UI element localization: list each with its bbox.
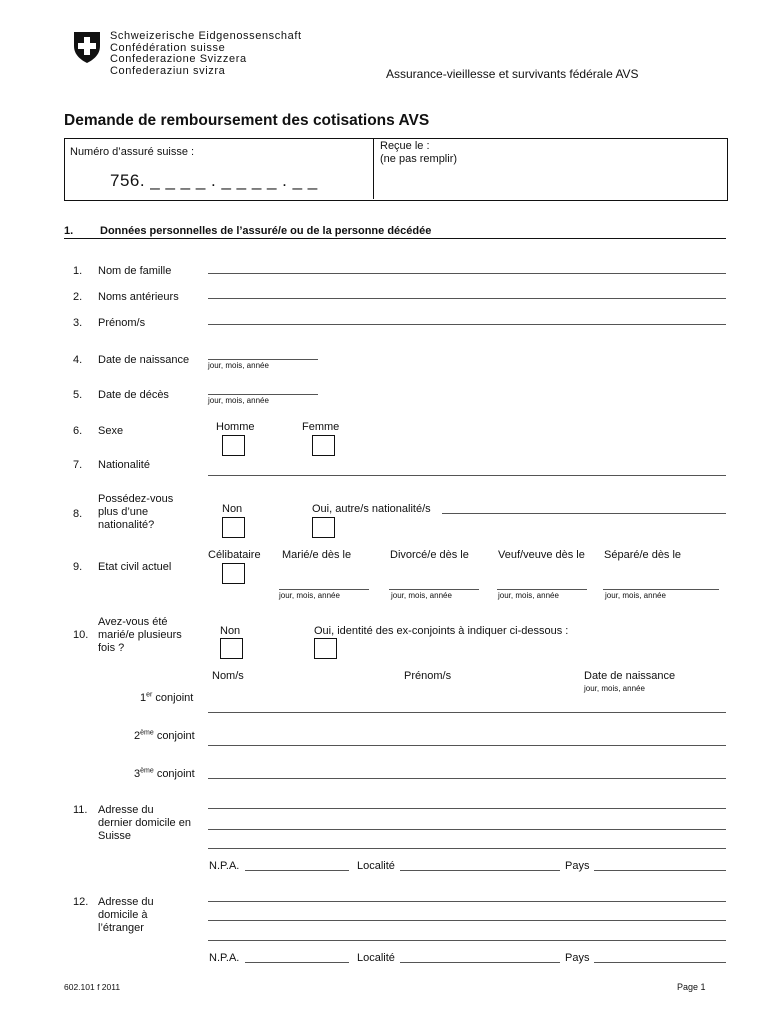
spouse-2-line[interactable] xyxy=(208,745,726,746)
male-option-label: Homme xyxy=(216,421,255,433)
field-number: 1. xyxy=(73,265,83,277)
section-rule xyxy=(64,238,726,239)
female-option-label: Femme xyxy=(302,421,340,433)
field-number: 11. xyxy=(73,804,88,816)
column-first-name-header: Prénom/s xyxy=(404,670,452,682)
insured-number-label: Numéro d’assuré suisse : xyxy=(70,146,195,158)
married-several-times-label: Avez-vous été marié/e plusieurs fois ? xyxy=(98,616,182,654)
swiss-postcode-line[interactable] xyxy=(245,870,349,871)
date-format-hint: jour, mois, année xyxy=(279,591,340,600)
swiss-address-line-1[interactable] xyxy=(208,808,726,809)
received-label: Reçue le : xyxy=(380,140,430,152)
section-title: Données personnelles de l’assuré/e ou de la personne décédée xyxy=(100,225,432,237)
birth-date-line[interactable] xyxy=(208,359,318,360)
confederation-de: Schweizerische Eidgenossenschaft xyxy=(110,30,302,42)
received-note: (ne pas remplir) xyxy=(380,153,458,165)
multiple-nationality-label: Possédez-vous plus d’une nationalité? xyxy=(98,493,174,531)
confederation-fr: Confédération suisse xyxy=(110,41,226,54)
field-number: 8. xyxy=(73,508,83,520)
separated-date-line[interactable] xyxy=(603,589,719,590)
divorced-date-line[interactable] xyxy=(389,589,479,590)
death-date-label: Date de décès xyxy=(98,389,169,401)
section-number: 1. xyxy=(64,225,74,237)
last-name-line[interactable] xyxy=(208,273,726,274)
married-option-label: Marié/e dès le xyxy=(282,549,352,561)
column-name-header: Nom/s xyxy=(212,670,244,682)
no-option-label: Non xyxy=(222,503,243,515)
field-number: 10. xyxy=(73,629,89,641)
date-format-hint: jour, mois, année xyxy=(208,361,269,370)
foreign-locality-line[interactable] xyxy=(400,962,560,963)
single-option-label: Célibataire xyxy=(208,549,261,561)
agency-name: Assurance-vieillesse et survivants fédérale AVS xyxy=(386,67,639,81)
postcode-label: N.P.A. xyxy=(209,860,240,872)
widowed-date-line[interactable] xyxy=(497,589,587,590)
date-format-hint: jour, mois, année xyxy=(391,591,452,600)
foreign-address-line-3[interactable] xyxy=(208,940,726,941)
no-option-label: Non xyxy=(220,625,241,637)
spouse-1-label: 1er conjoint xyxy=(140,691,194,704)
foreign-address-line-2[interactable] xyxy=(208,920,726,921)
foreign-address-line-1[interactable] xyxy=(208,901,726,902)
sex-label: Sexe xyxy=(98,425,124,437)
married-date-line[interactable] xyxy=(279,589,369,590)
civil-status-label: Etat civil actuel xyxy=(98,561,172,573)
swiss-country-line[interactable] xyxy=(594,870,726,871)
foreign-country-line[interactable] xyxy=(594,962,726,963)
birth-date-label: Date de naissance xyxy=(98,354,190,366)
married-several-times-checkbox[interactable] xyxy=(314,638,337,659)
field-number: 9. xyxy=(73,561,83,573)
confederation-names xyxy=(110,31,302,77)
spouse-3-label: 3ème conjoint xyxy=(134,767,195,780)
swiss-address-line-2[interactable] xyxy=(208,829,726,830)
confederation-it: Confederazione Svizzera xyxy=(110,53,247,65)
country-label: Pays xyxy=(565,952,590,964)
foreign-address-label: Adresse du domicile à l’étranger xyxy=(98,896,154,934)
swiss-coat-of-arms-logo xyxy=(72,30,102,64)
yes-ex-spouses-label: Oui, identité des ex-conjoints à indiquer ci-dessous : xyxy=(314,625,569,637)
locality-label: Localité xyxy=(357,860,395,872)
yes-other-nationality-label: Oui, autre/s nationalité/s xyxy=(312,503,431,515)
last-swiss-address-label: Adresse du dernier domicile en Suisse xyxy=(98,804,191,842)
single-checkbox[interactable] xyxy=(222,563,245,584)
column-birth-date-header: Date de naissance xyxy=(584,670,676,682)
yes-other-nationality-checkbox[interactable] xyxy=(312,517,335,538)
id-box-divider xyxy=(373,138,374,199)
field-number: 5. xyxy=(73,389,83,401)
date-format-hint: jour, mois, année xyxy=(605,591,666,600)
previous-names-line[interactable] xyxy=(208,298,726,299)
spouse-1-line[interactable] xyxy=(208,712,726,713)
other-nationality-line[interactable] xyxy=(442,513,726,514)
nationality-label: Nationalité xyxy=(98,459,150,471)
death-date-line[interactable] xyxy=(208,394,318,395)
postcode-label: N.P.A. xyxy=(209,952,240,964)
field-number: 2. xyxy=(73,291,83,303)
date-format-hint: jour, mois, année xyxy=(584,684,645,693)
insured-number-field[interactable]: 756. _ _ _ _ . _ _ _ _ . _ _ xyxy=(110,171,318,190)
date-format-hint: jour, mois, année xyxy=(498,591,559,600)
field-number: 12. xyxy=(73,896,89,908)
foreign-postcode-line[interactable] xyxy=(245,962,349,963)
field-number: 3. xyxy=(73,317,83,329)
field-number: 7. xyxy=(73,459,83,471)
swiss-shield-icon xyxy=(72,30,102,64)
not-married-several-times-checkbox[interactable] xyxy=(220,638,243,659)
male-checkbox[interactable] xyxy=(222,435,245,456)
separated-option-label: Séparé/e dès le xyxy=(604,549,682,561)
no-other-nationality-checkbox[interactable] xyxy=(222,517,245,538)
widowed-option-label: Veuf/veuve dès le xyxy=(498,549,585,561)
previous-names-label: Noms antérieurs xyxy=(98,291,179,303)
form-code: 602.101 f 2011 xyxy=(64,982,121,992)
page-number: Page 1 xyxy=(677,982,706,992)
swiss-address-line-3[interactable] xyxy=(208,848,726,849)
field-number: 6. xyxy=(73,425,83,437)
first-name-line[interactable] xyxy=(208,324,726,325)
field-number: 4. xyxy=(73,354,83,366)
divorced-option-label: Divorcé/e dès le xyxy=(390,549,469,561)
locality-label: Localité xyxy=(357,952,395,964)
country-label: Pays xyxy=(565,860,590,872)
first-name-label: Prénom/s xyxy=(98,317,146,329)
swiss-locality-line[interactable] xyxy=(400,870,560,871)
page-title: Demande de remboursement des cotisations AVS xyxy=(64,112,430,129)
spouse-3-line[interactable] xyxy=(208,778,726,779)
female-checkbox[interactable] xyxy=(312,435,335,456)
nationality-line[interactable] xyxy=(208,475,726,476)
last-name-label: Nom de famille xyxy=(98,265,172,277)
date-format-hint: jour, mois, année xyxy=(208,396,269,405)
spouse-2-label: 2ème conjoint xyxy=(134,729,195,742)
confederation-rm: Confederaziun svizra xyxy=(110,64,226,77)
